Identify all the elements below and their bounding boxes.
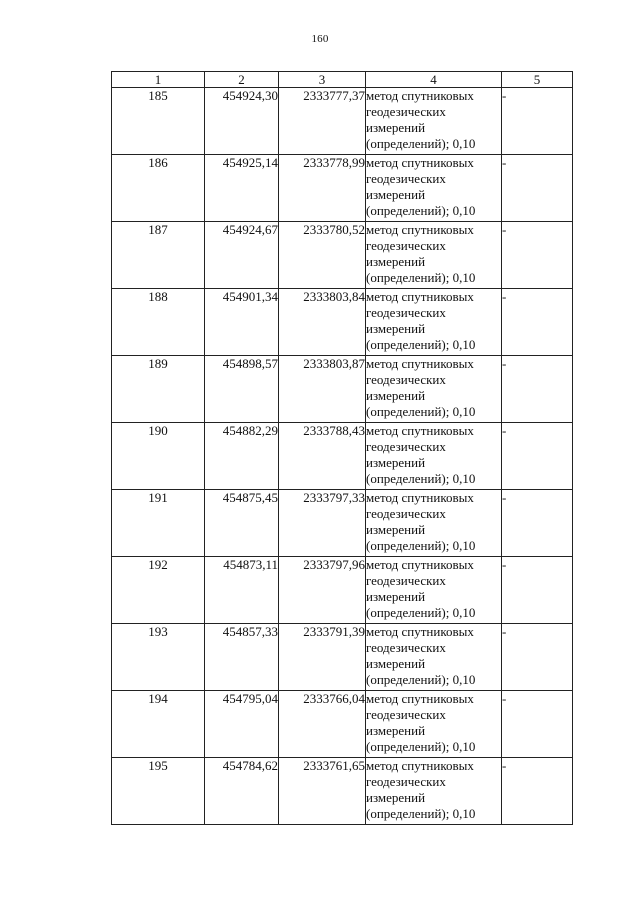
x-coordinate-cell: 454857,33 [205,624,279,691]
table-header-row [112,72,573,88]
method-line: измерений [366,321,426,336]
method-line: (определений); 0,10 [366,404,476,419]
table-row [112,155,573,222]
method-cell [366,624,502,691]
point-number-cell: 188 [112,289,205,356]
note-cell: - [502,557,573,624]
method-line: измерений [366,589,426,604]
x-coordinate-cell: 454875,45 [205,490,279,557]
method-line: измерений [366,522,426,537]
method-cell [366,222,502,289]
x-coordinate-cell: 454898,57 [205,356,279,423]
point-number-cell: 187 [112,222,205,289]
method-cell [366,490,502,557]
method-cell [366,691,502,758]
method-line: геодезических [366,573,446,588]
table-body [112,88,573,825]
x-coordinate-cell: 454882,29 [205,423,279,490]
method-line: метод спутниковых [366,624,474,639]
method-cell [366,88,502,155]
table-row [112,222,573,289]
method-line: метод спутниковых [366,691,474,706]
method-line: (определений); 0,10 [366,806,476,821]
method-line: геодезических [366,372,446,387]
method-line: измерений [366,120,426,135]
y-coordinate-cell: 2333761,65 [279,758,366,825]
method-line: геодезических [366,774,446,789]
table-row [112,490,573,557]
method-line: (определений); 0,10 [366,605,476,620]
note-cell: - [502,691,573,758]
y-coordinate-cell: 2333791,39 [279,624,366,691]
method-line: геодезических [366,640,446,655]
method-line: метод спутниковых [366,490,474,505]
point-number-cell: 193 [112,624,205,691]
method-line: измерений [366,656,426,671]
table-row [112,423,573,490]
y-coordinate-cell: 2333780,52 [279,222,366,289]
method-line: метод спутниковых [366,222,474,237]
y-coordinate-cell: 2333777,37 [279,88,366,155]
method-cell [366,758,502,825]
y-coordinate-cell: 2333778,99 [279,155,366,222]
y-coordinate-cell: 2333766,04 [279,691,366,758]
method-line: геодезических [366,104,446,119]
method-line: метод спутниковых [366,557,474,572]
method-line: геодезических [366,439,446,454]
method-line: измерений [366,254,426,269]
table-row [112,557,573,624]
method-cell [366,289,502,356]
y-coordinate-cell: 2333803,84 [279,289,366,356]
note-cell: - [502,155,573,222]
point-number-cell: 192 [112,557,205,624]
coordinates-table [111,71,573,825]
note-cell: - [502,356,573,423]
method-line: (определений); 0,10 [366,471,476,486]
x-coordinate-cell: 454784,62 [205,758,279,825]
method-line: геодезических [366,707,446,722]
note-cell: - [502,222,573,289]
x-coordinate-cell: 454873,11 [205,557,279,624]
table-row [112,691,573,758]
method-line: измерений [366,455,426,470]
table-row [112,289,573,356]
y-coordinate-cell: 2333797,33 [279,490,366,557]
note-cell: - [502,88,573,155]
method-line: геодезических [366,171,446,186]
method-cell [366,557,502,624]
method-line: метод спутниковых [366,356,474,371]
method-line: измерений [366,187,426,202]
method-line: метод спутниковых [366,155,474,170]
x-coordinate-cell: 454901,34 [205,289,279,356]
table-row [112,624,573,691]
method-line: измерений [366,790,426,805]
column-header: 4 [366,72,502,88]
point-number-cell: 189 [112,356,205,423]
x-coordinate-cell: 454924,67 [205,222,279,289]
note-cell: - [502,289,573,356]
point-number-cell: 191 [112,490,205,557]
x-coordinate-cell: 454795,04 [205,691,279,758]
column-header: 3 [279,72,366,88]
page-number: 160 [311,33,329,45]
method-line: метод спутниковых [366,758,474,773]
method-line: (определений); 0,10 [366,538,476,553]
method-line: геодезических [366,305,446,320]
method-line: (определений); 0,10 [366,337,476,352]
note-cell: - [502,758,573,825]
point-number-cell: 185 [112,88,205,155]
table-row [112,88,573,155]
method-line: (определений); 0,10 [366,739,476,754]
method-line: метод спутниковых [366,423,474,438]
note-cell: - [502,490,573,557]
x-coordinate-cell: 454925,14 [205,155,279,222]
note-cell: - [502,423,573,490]
column-header: 1 [112,72,205,88]
method-line: геодезических [366,506,446,521]
point-number-cell: 190 [112,423,205,490]
method-cell [366,356,502,423]
method-line: измерений [366,723,426,738]
method-cell [366,423,502,490]
column-header: 5 [502,72,573,88]
y-coordinate-cell: 2333797,96 [279,557,366,624]
method-line: геодезических [366,238,446,253]
table-row [112,356,573,423]
column-header: 2 [205,72,279,88]
x-coordinate-cell: 454924,30 [205,88,279,155]
point-number-cell: 186 [112,155,205,222]
point-number-cell: 194 [112,691,205,758]
method-line: метод спутниковых [366,289,474,304]
y-coordinate-cell: 2333788,43 [279,423,366,490]
table-row [112,758,573,825]
method-line: (определений); 0,10 [366,136,476,151]
method-line: (определений); 0,10 [366,270,476,285]
method-line: (определений); 0,10 [366,672,476,687]
method-line: метод спутниковых [366,88,474,103]
note-cell: - [502,624,573,691]
method-cell [366,155,502,222]
method-line: (определений); 0,10 [366,203,476,218]
y-coordinate-cell: 2333803,87 [279,356,366,423]
method-line: измерений [366,388,426,403]
point-number-cell: 195 [112,758,205,825]
